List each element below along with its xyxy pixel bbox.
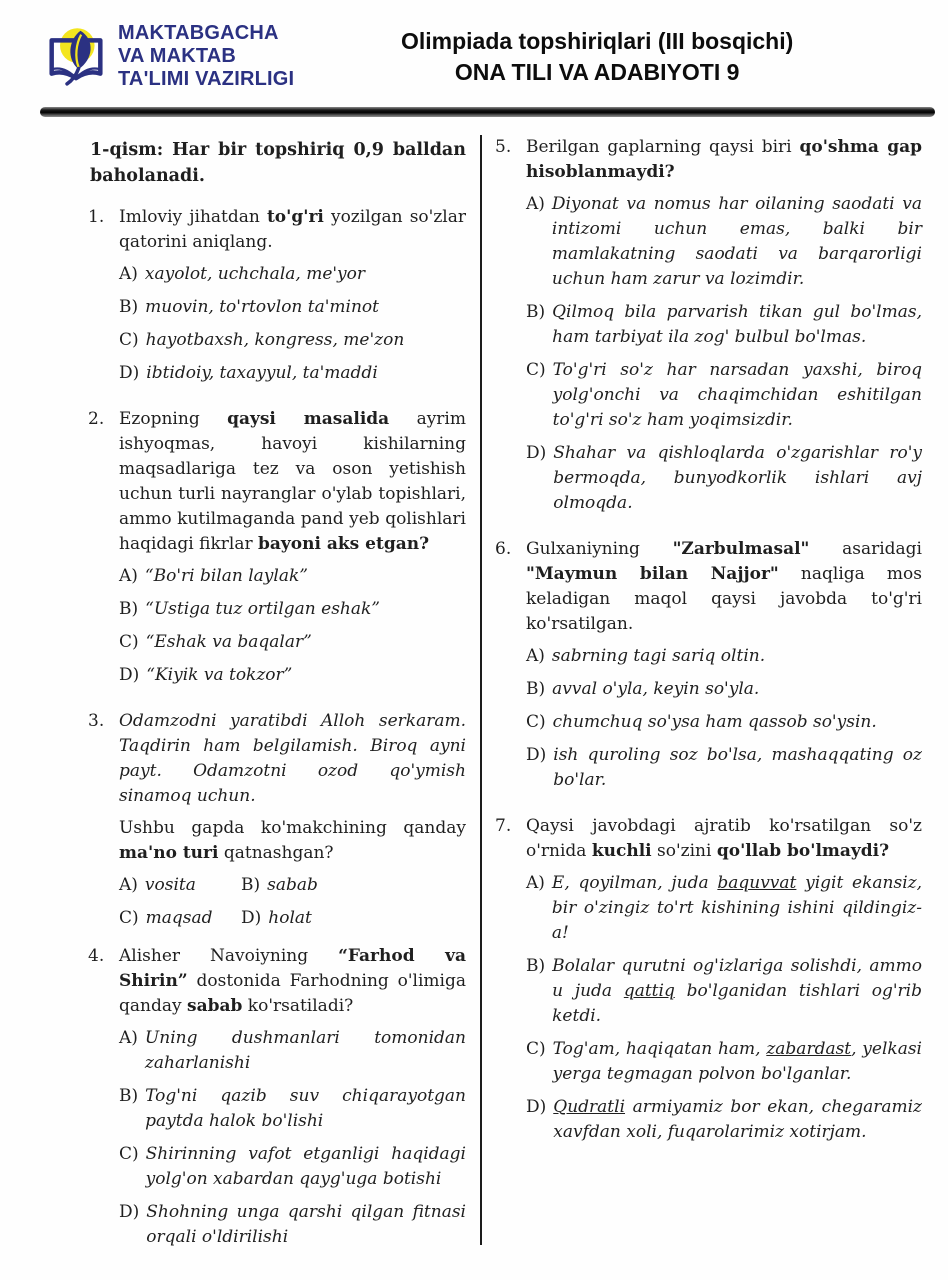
option-label: D) (119, 363, 140, 383)
option-A (119, 262, 466, 287)
option-label: D) (526, 443, 547, 463)
text-segment: Qaysi javobdagi ajratib ko'rsatilgan so'z o'rnida (526, 816, 922, 861)
question-stem (119, 205, 466, 255)
text-segment: ma'no turi (119, 843, 219, 863)
option-B (119, 295, 466, 320)
option-label: C) (119, 632, 139, 652)
option-C (526, 710, 922, 735)
option-label: A) (119, 875, 138, 895)
options-list (119, 262, 466, 386)
option-text: Diyonat va nomus har oilaning saodati va intizomi uchun emas, balki bir mamlakatning saodati va barqarorligi uchun ham zarur va lozimdir. (551, 194, 922, 289)
ministry-name-line3: TA'LIMI VAZIRLIGI (118, 68, 295, 90)
document-title (294, 26, 930, 88)
option-D (241, 906, 466, 931)
question-stem (526, 814, 922, 864)
question-2 (88, 407, 466, 696)
document-title-line1: Olimpiada topshiriqlari (III bosqichi) (400, 27, 794, 54)
option-label: B) (119, 599, 139, 619)
text-segment: Tog'am, haqiqatan ham, (552, 1039, 767, 1059)
option-B (526, 677, 922, 702)
option-B (119, 1084, 466, 1134)
text-segment: yozilgan so'zlar qatorini aniqlang. (119, 207, 466, 252)
option-text: Qilmoq bila parvarish tikan gul bo'lmas, ham tarbiyat ila zog' bulbul bo'lmas. (552, 302, 922, 347)
option-text: muovin, to'rtovlon ta'minot (145, 297, 379, 317)
question-body (119, 944, 466, 1258)
option-text (553, 1037, 922, 1087)
question-body (119, 709, 466, 931)
option-label: B) (526, 956, 546, 976)
option-C (119, 630, 466, 655)
option-label: D) (119, 1202, 140, 1222)
section-heading: 1-qism: Har bir topshiriq 0,9 balldan baholanadi. (90, 140, 466, 186)
question-1 (88, 205, 466, 394)
option-label: C) (526, 360, 546, 380)
question-4 (88, 944, 466, 1258)
option-A (119, 873, 241, 898)
option-label: A) (119, 264, 138, 284)
options-list (526, 871, 922, 1145)
option-A (119, 564, 466, 589)
options-list (119, 564, 466, 688)
question-number: 1. (88, 207, 105, 227)
option-text: To'g'ri so'z har narsadan yaxshi, biroq yolg'onchi va chaqimchidan eshitilgan to'g'ri so'z ham yoqimsizdir. (552, 360, 922, 430)
option-label: D) (526, 745, 547, 765)
option-text: Shohning unga qarshi qilgan fitnasi orqali o'ldirilishi (146, 1202, 466, 1247)
option-text: Tog'ni qazib suv chiqarayotgan paytda halok bo'lishi (145, 1086, 466, 1131)
text-segment: Gulxaniyning (526, 539, 673, 559)
option-text: sabab (267, 875, 318, 895)
option-C (119, 328, 466, 353)
text-segment: qo'llab bo'lmaydi? (716, 841, 890, 861)
option-label: B) (241, 875, 261, 895)
text-segment: Qudratli (553, 1097, 626, 1117)
option-text: avval o'yla, keyin so'yla. (552, 679, 760, 699)
question-stem (526, 135, 922, 185)
question-6 (495, 537, 922, 801)
question-number: 7. (495, 816, 512, 836)
option-label: A) (526, 194, 545, 214)
option-label: A) (526, 873, 545, 893)
option-D (119, 361, 466, 386)
text-segment: to'g'ri (266, 207, 324, 227)
option-B (241, 873, 466, 898)
text-segment: armiyamiz bor ekan, chegaramiz xavfdan xoli, fuqarolarimiz xotirjam. (553, 1097, 922, 1142)
option-text: Shahar va qishloqlarda o'zgarishlar ro'y bermoqda, bunyodkorlik ishlari avj olmoqda. (553, 443, 922, 513)
text-segment: sabab (187, 996, 243, 1016)
question-number: 3. (88, 711, 105, 731)
option-text: “Eshak va baqalar” (145, 632, 312, 652)
question-body (119, 407, 466, 696)
question-3 (88, 709, 466, 931)
document-header (0, 0, 948, 97)
question-body (526, 537, 922, 801)
text-segment: Berilgan gaplarning qaysi biri (526, 137, 800, 157)
text-segment: kuchli (591, 841, 652, 861)
question-7 (495, 814, 922, 1153)
ministry-logo (44, 22, 294, 91)
option-text: holat (268, 908, 312, 928)
text-segment: , yelkasi yerga tegmagan polvon bo'lganlar. (552, 1039, 922, 1084)
option-text (552, 871, 922, 946)
text-segment: qaysi masalida (227, 409, 390, 429)
document-title-line2: ONA TILI VA ADABIYOTI 9 (454, 58, 740, 85)
text-segment: Bolalar qurutni og'izlariga solishdi, ammo u juda (552, 956, 922, 1001)
options-list (526, 192, 922, 516)
text-segment: naqliga mos keladigan maqol qaysi javobda to'g'ri ko'rsatilgan. (526, 564, 922, 634)
option-label: A) (526, 646, 545, 666)
option-text: xayolot, uchchala, me'yor (144, 264, 366, 284)
option-text: “Ustiga tuz ortilgan eshak” (145, 599, 380, 619)
option-text (552, 954, 922, 1029)
option-A (119, 1026, 466, 1076)
text-segment: Imloviy jihatdan (119, 207, 267, 227)
right-column (482, 135, 928, 1271)
ministry-name-line1: MAKTABGACHA (118, 22, 279, 44)
option-B (119, 597, 466, 622)
text-segment: yigit ekansiz, bir o'zingiz to'rt kishining ishini qildingiz-a! (551, 873, 923, 943)
option-A (526, 871, 922, 946)
question-body (526, 814, 922, 1153)
text-segment: qatnashgan? (218, 843, 334, 863)
ministry-name-line2: VA MAKTAB (118, 45, 237, 67)
question-stem (119, 944, 466, 1019)
text-segment: bayoni aks etgan? (258, 534, 430, 554)
question-number: 6. (495, 539, 512, 559)
ministry-name (118, 22, 294, 91)
option-text: Shirinning vafot etganligi haqidagi yolg'on xabardan qayg'uga botishi (145, 1144, 466, 1189)
text-segment: ko'rsatiladi? (242, 996, 354, 1016)
questions-area (0, 135, 948, 1271)
question-body (119, 205, 466, 394)
text-segment: "Maymun bilan Najjor" (526, 564, 779, 584)
question-stem (119, 709, 466, 809)
option-C (526, 1037, 922, 1087)
question-number: 4. (88, 946, 105, 966)
option-label: D) (119, 665, 140, 685)
option-label: B) (119, 1086, 139, 1106)
option-D (119, 1200, 466, 1250)
option-label: B) (526, 679, 546, 699)
text-segment: “Farhod va Shirin” (119, 946, 466, 991)
left-column (88, 135, 480, 1271)
option-text: maqsad (145, 908, 213, 928)
question-stem (119, 407, 466, 557)
option-text: vosita (144, 875, 196, 895)
option-text: “Bo'ri bilan laylak” (144, 566, 308, 586)
option-text: ish quroling soz bo'lsa, mashaqqating oz bo'lar. (553, 745, 922, 790)
option-B (526, 300, 922, 350)
option-label: B) (119, 297, 139, 317)
text-segment: "Zarbulmasal" (672, 539, 810, 559)
text-segment: dostonida Farhodning o'limiga qanday (119, 971, 466, 1016)
text-segment: zabardast (766, 1039, 852, 1059)
option-label: B) (526, 302, 546, 322)
question-5 (495, 135, 922, 524)
option-D (119, 663, 466, 688)
option-C (119, 1142, 466, 1192)
option-text: “Kiyik va tokzor” (146, 665, 293, 685)
question-number: 5. (495, 137, 512, 157)
option-D (526, 1095, 922, 1145)
option-label: C) (526, 1039, 546, 1059)
option-A (526, 644, 922, 669)
option-text: hayotbaxsh, kongress, me'zon (145, 330, 405, 350)
option-text (553, 1095, 922, 1145)
text-segment: Alisher Navoiyning (119, 946, 339, 966)
option-C (526, 358, 922, 433)
text-segment: so'zini (651, 841, 717, 861)
option-label: C) (526, 712, 546, 732)
options-list (119, 873, 466, 931)
question-body (526, 135, 922, 524)
option-label: C) (119, 908, 139, 928)
option-text: Uning dushmanlari tomonidan zaharlanishi (144, 1028, 466, 1073)
text-segment: Ezopning (119, 409, 228, 429)
header-divider-bar (40, 107, 935, 117)
option-text: sabrning tagi sariq oltin. (551, 646, 766, 666)
option-label: C) (119, 1144, 139, 1164)
option-label: A) (119, 566, 138, 586)
option-B (526, 954, 922, 1029)
question-stem (119, 816, 466, 866)
text-segment: bo'lganidan tishlari og'rib ketdi. (552, 981, 923, 1026)
question-number: 2. (88, 409, 105, 429)
question-stem (526, 537, 922, 637)
option-label: D) (526, 1097, 547, 1117)
options-list (119, 1026, 466, 1250)
option-C (119, 906, 241, 931)
option-text: chumchuq so'ysa ham qassob so'ysin. (552, 712, 877, 732)
option-text: ibtidoiy, taxayyul, ta'maddi (146, 363, 378, 383)
option-label: D) (241, 908, 262, 928)
text-segment: qo'shma gap hisoblanmaydi? (526, 137, 922, 182)
text-segment: asaridagi (809, 539, 922, 559)
book-leaf-logo-icon (44, 26, 108, 88)
option-A (526, 192, 922, 292)
option-label: C) (119, 330, 139, 350)
option-D (526, 743, 922, 793)
option-label: A) (119, 1028, 138, 1048)
text-segment: ayrim ishyoqmas, havoyi kishilarning maqsadlariga tez va oson yetishish uchun turli nayranglar o'ylab topishlari, ammo kutilmaganda pand yeb qolishlari haqidagi fikrlar (119, 409, 466, 554)
text-segment: E, qoyilman, juda (551, 873, 718, 893)
text-segment: qattiq (623, 981, 675, 1001)
text-segment: Ushbu gapda ko'makchining qanday (119, 818, 466, 838)
text-segment: Odamzodni yaratibdi Alloh serkaram. Taqdirin ham belgilamish. Biroq ayni payt. Odamzotni ozod qo'ymish sinamoq uchun. (119, 711, 466, 806)
option-D (526, 441, 922, 516)
text-segment: baquvvat (717, 873, 797, 893)
options-list (526, 644, 922, 793)
